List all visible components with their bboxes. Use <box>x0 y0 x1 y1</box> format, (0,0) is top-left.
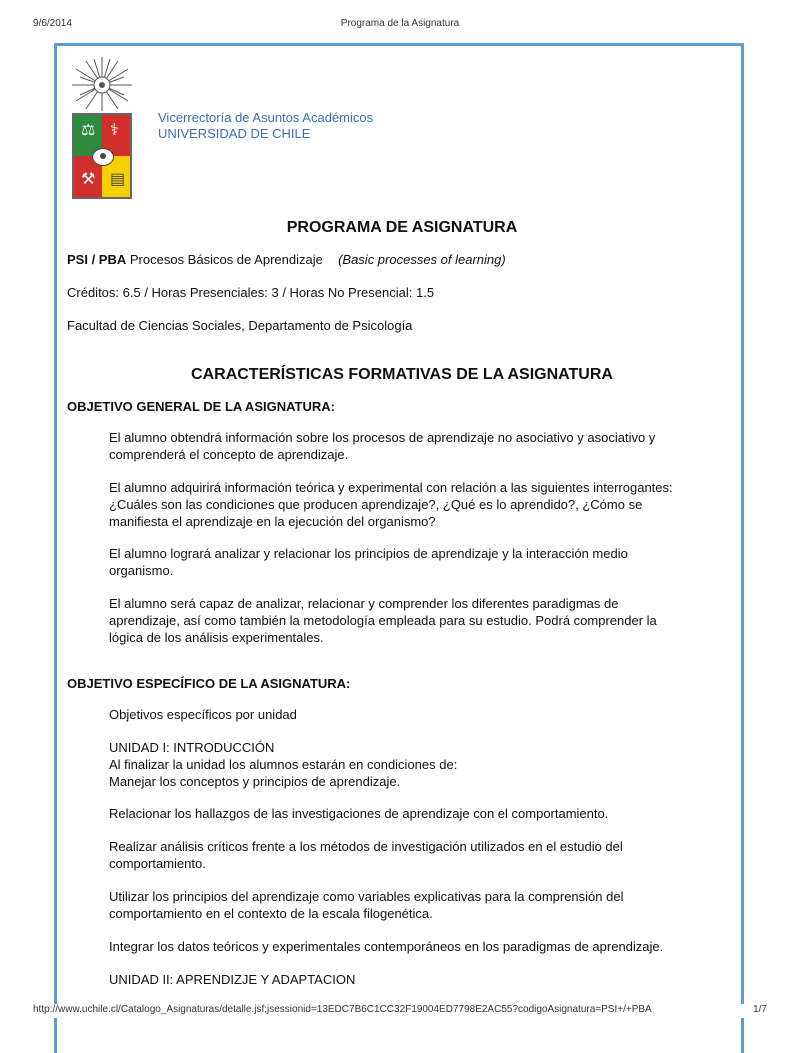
credits-line: Créditos: 6.5 / Horas Presenciales: 3 / Horas No Presencial: 1.5 <box>67 285 435 300</box>
text-line: Manejar los conceptos y principios de aprendizaje. <box>109 774 401 789</box>
general-objective-paragraph-3 <box>109 545 709 579</box>
course-line <box>67 252 506 267</box>
specific-objective-paragraph-4 <box>109 938 709 955</box>
text-line: manifiesta el aprendizaje en la ejecución del organismo? <box>109 514 436 529</box>
crest-shield <box>72 113 132 199</box>
scales-icon: ⚖ <box>81 122 96 139</box>
page-title: PROGRAMA DE ASIGNATURA <box>286 219 518 236</box>
unit-1-block <box>109 739 709 790</box>
text-line: El alumno adquirirá información teórica y experimental con relación a las siguientes interrogantes: <box>109 480 673 495</box>
text-line: El alumno será capaz de analizar, relacionar y comprender los diferentes paradigmas de <box>109 596 619 611</box>
faculty-line: Facultad de Ciencias Sociales, Departamento de Psicología <box>67 318 413 333</box>
specific-objective-intro: Objetivos específicos por unidad <box>109 707 297 722</box>
text-line: El alumno logrará analizar y relacionar los principios de aprendizaje y la interacción medio <box>109 546 628 561</box>
text-line: aprendizaje, así como también la metodología empleada para su estudio. Podrá comprender la <box>109 613 657 628</box>
general-objective-heading: OBJETIVO GENERAL DE LA ASIGNATURA: <box>67 399 335 414</box>
print-date: 9/6/2014 <box>33 18 72 29</box>
book-icon: ▤ <box>110 171 126 188</box>
text-line: lógica de los análisis experimentales. <box>109 630 324 645</box>
text-line: comprenderá el concepto de aprendizaje. <box>109 447 349 462</box>
text-line: ¿Cuáles son las condiciones que producen aprendizaje?, ¿Qué es lo aprendido?, ¿Cómo se <box>109 497 643 512</box>
tools-icon: ⚒ <box>81 171 96 188</box>
institution-vicerrectoria: Vicerrectoría de Asuntos Académicos <box>158 110 374 125</box>
print-header <box>33 18 767 32</box>
university-crest-logo <box>68 55 136 203</box>
print-page-number: 1/7 <box>753 1004 767 1015</box>
print-page-title: Programa de la Asignatura <box>340 18 460 29</box>
eye-icon <box>92 148 114 166</box>
print-footer <box>33 1004 767 1018</box>
general-objective-paragraph-2 <box>109 479 709 530</box>
text-line: organismo. <box>109 563 174 578</box>
text-line: Al finalizar la unidad los alumnos estarán en condiciones de: <box>109 757 458 772</box>
text-line: Relacionar los hallazgos de las investigaciones de aprendizaje con el comportamiento. <box>109 806 609 821</box>
course-code: PSI / PBA <box>67 252 127 267</box>
general-objective-paragraph-1 <box>109 429 709 463</box>
general-objective-paragraph-4 <box>109 595 709 646</box>
section-title: CARACTERÍSTICAS FORMATIVAS DE LA ASIGNATURA <box>191 366 613 383</box>
text-line: Realizar análisis críticos frente a los métodos de investigación utilizados en el estudio del <box>109 839 623 854</box>
course-name: Procesos Básicos de Aprendizaje <box>129 252 323 267</box>
course-name-english: (Basic processes of learning) <box>338 252 506 267</box>
caduceus-icon: ⚕ <box>110 122 119 139</box>
specific-objective-paragraph-3 <box>109 888 709 922</box>
text-line: comportamiento en el contexto de la escala filogenética. <box>109 906 433 921</box>
text-line: El alumno obtendrá información sobre los procesos de aprendizaje no asociativo y asociativo y <box>109 430 656 445</box>
print-url: http://www.uchile.cl/Catalogo_Asignaturas/detalle.jsf;jsessionid=13EDC7B6C1CC32F19004ED7798E2AC55?codigoAsignatura=PSI+/+PBA <box>33 1004 652 1015</box>
specific-objective-heading: OBJETIVO ESPECÍFICO DE LA ASIGNATURA: <box>67 676 351 691</box>
text-line: comportamiento. <box>109 856 206 871</box>
specific-objective-paragraph-2 <box>109 838 709 872</box>
unit-1-title: UNIDAD I: INTRODUCCIÓN <box>109 740 275 755</box>
specific-objective-paragraph-1 <box>109 805 709 822</box>
star-icon <box>68 55 136 113</box>
unit-2-title: UNIDAD II: APRENDIZJE Y ADAPTACION <box>109 972 356 987</box>
text-line: Integrar los datos teóricos y experimentales contemporáneos en los paradigmas de aprendizaje. <box>109 939 664 954</box>
institution-name <box>158 110 373 142</box>
text-line: Utilizar los principios del aprendizaje como variables explicativas para la comprensión del <box>109 889 624 904</box>
institution-university: UNIVERSIDAD DE CHILE <box>158 126 311 141</box>
